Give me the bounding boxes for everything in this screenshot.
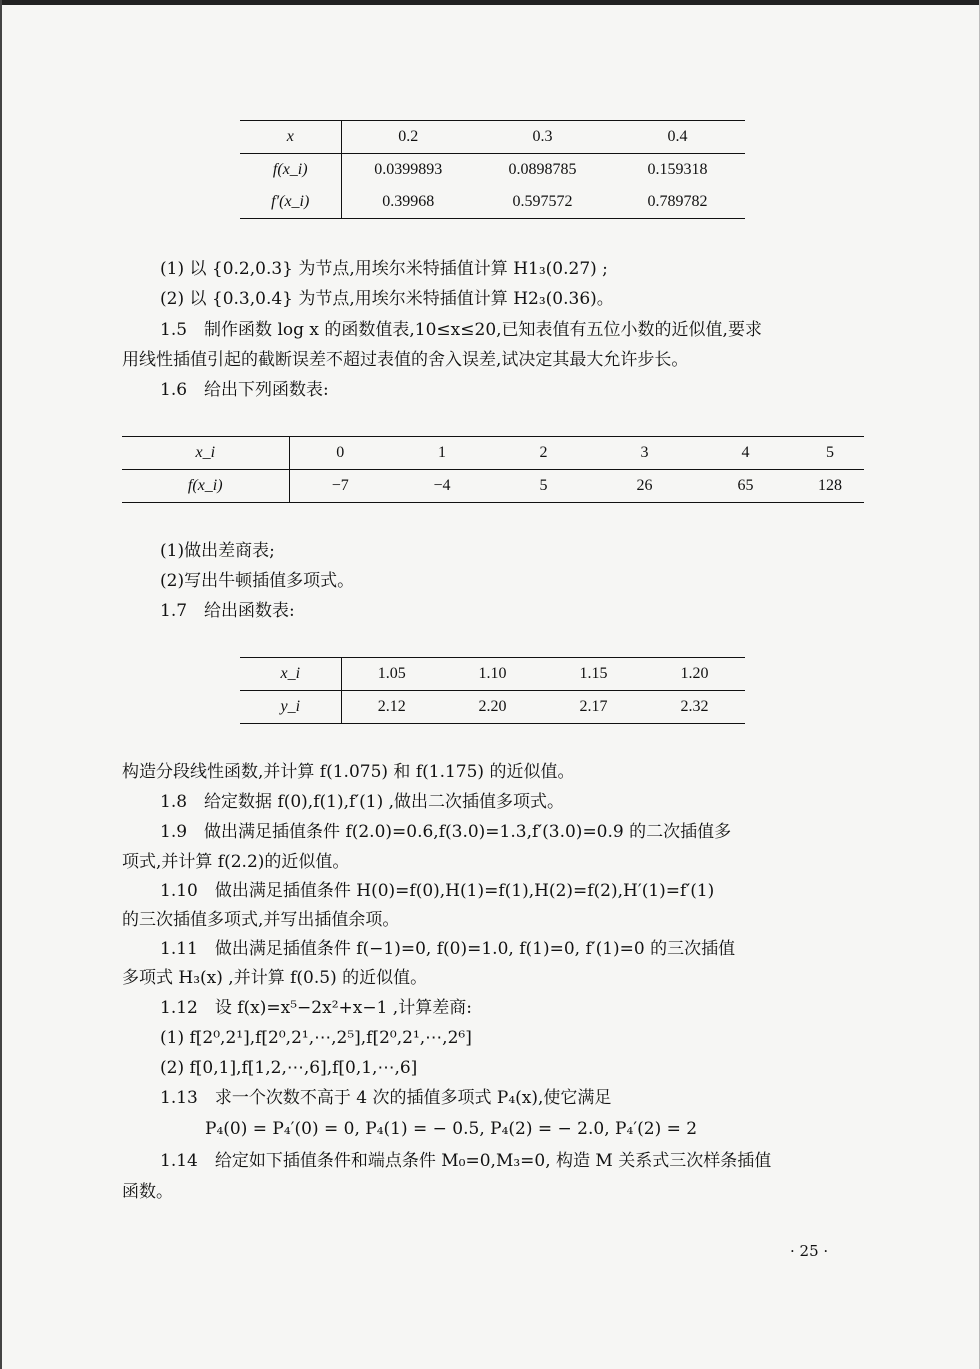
exercise-1-9: 1.9 做出满足插值条件 f(2.0)=0.6,f(3.0)=1.3,f′(3.0)=0.9 的二次插值多 — [160, 822, 732, 842]
table-header-cell: 1.10 — [442, 658, 543, 691]
text-line: 函数。 — [122, 1182, 173, 1202]
text-line: (2) f[0,1],f[1,2,⋯,6],f[0,1,⋯,6] — [160, 1058, 418, 1078]
exercise-1-6: 1.6 给出下列函数表: — [160, 380, 329, 400]
text-line: (1) f[2⁰,2¹],f[2⁰,2¹,⋯,2⁵],f[2⁰,2¹,⋯,2⁶] — [160, 1028, 472, 1048]
table-row — [240, 154, 745, 187]
table-header-cell: 3 — [594, 437, 695, 470]
table-row-label: y_i — [240, 691, 341, 724]
table-header-cell: 1 — [391, 437, 493, 470]
text-line: 的三次插值多项式,并写出插值余项。 — [122, 910, 400, 930]
table-header-cell: 1.20 — [644, 658, 745, 691]
top-border-rule — [0, 0, 980, 5]
table-cell: 2.17 — [543, 691, 644, 724]
table-cell: −4 — [391, 470, 493, 503]
table-cell: 128 — [796, 470, 864, 503]
table-row — [122, 470, 864, 503]
table-cell: 0.0399893 — [374, 161, 443, 178]
exercise-1-8: 1.8 给定数据 f(0),f(1),f′(1) ,做出二次插值多项式。 — [160, 792, 565, 812]
text-line: 构造分段线性函数,并计算 f(1.075) 和 f(1.175) 的近似值。 — [122, 762, 575, 782]
table-cell: 0.159318 — [647, 161, 708, 178]
table-header-cell: 1.15 — [543, 658, 644, 691]
table-row — [240, 691, 745, 724]
table-cell: 65 — [695, 470, 796, 503]
table-header-cell: 0.3 — [475, 121, 610, 154]
table-cell: 0.789782 — [610, 186, 745, 219]
piecewise-data-table — [240, 657, 745, 724]
table-header-cell: 0.2 — [341, 121, 475, 154]
table-cell: 0.597572 — [475, 186, 610, 219]
text-line: 项式,并计算 f(2.2)的近似值。 — [122, 852, 350, 872]
table-header-row — [240, 658, 745, 691]
exercise-1-13: 1.13 求一个次数不高于 4 次的插值多项式 P₄(x),使它满足 — [160, 1088, 612, 1108]
table-cell: 2.12 — [341, 691, 442, 724]
table-cell: 26 — [594, 470, 695, 503]
left-border-rule — [0, 0, 2, 1369]
table-header-cell: x_i — [240, 658, 341, 691]
exercise-1-7: 1.7 给出函数表: — [160, 601, 295, 621]
text-line: 用线性插值引起的截断误差不超过表值的舍入误差,试决定其最大允许步长。 — [122, 350, 689, 370]
exercise-1-12: 1.12 设 f(x)=x⁵−2x²+x−1 ,计算差商: — [160, 998, 472, 1018]
table-row — [240, 186, 745, 219]
function-value-table — [122, 436, 864, 503]
exercise-1-14: 1.14 给定如下插值条件和端点条件 M₀=0,M₃=0, 构造 M 关系式三次样条插值 — [160, 1151, 772, 1171]
hermite-data-table — [240, 120, 745, 219]
text-line: (2)写出牛顿插值多项式。 — [160, 571, 355, 591]
exercise-1-5: 1.5 制作函数 log x 的函数值表,10≤x≤20,已知表值有五位小数的近似值,要求 — [160, 320, 762, 340]
text-line: (1) 以 {0.2,0.3} 为节点,用埃尔米特插值计算 H1₃(0.27) ; — [160, 259, 608, 279]
table-header-cell: 0 — [289, 437, 391, 470]
table-cell: 0.39968 — [341, 186, 475, 219]
exercise-1-10: 1.10 做出满足插值条件 H(0)=f(0),H(1)=f(1),H(2)=f(2),H′(1)=f′(1) — [160, 881, 715, 901]
text-line: (1)做出差商表; — [160, 541, 275, 561]
table-header-cell: x — [240, 121, 341, 154]
text-line: (2) 以 {0.3,0.4} 为节点,用埃尔米特插值计算 H2₃(0.36)。 — [160, 289, 614, 309]
table-row-label: f′(x_i) — [240, 186, 341, 219]
equation-line: P₄(0) = P₄′(0) = 0, P₄(1) = − 0.5, P₄(2) = − 2.0, P₄′(2) = 2 — [205, 1119, 698, 1139]
table-cell: 2.32 — [644, 691, 745, 724]
table-header-cell: 1.05 — [341, 658, 442, 691]
table-row-label: f(x_i) — [122, 470, 289, 503]
table-cell: 5 — [493, 470, 594, 503]
exercise-1-11: 1.11 做出满足插值条件 f(−1)=0, f(0)=1.0, f(1)=0, f′(1)=0 的三次插值 — [160, 939, 736, 959]
table-header-cell: 2 — [493, 437, 594, 470]
table-header-cell: x_i — [122, 437, 289, 470]
table-row-label: f(x_i) — [240, 154, 341, 187]
table-header-cell: 0.4 — [610, 121, 745, 154]
table-header-cell: 5 — [796, 437, 864, 470]
text-line: 多项式 H₃(x) ,并计算 f(0.5) 的近似值。 — [122, 968, 428, 988]
page-number: · 25 · — [790, 1242, 829, 1260]
table-header-row — [122, 437, 864, 470]
table-header-cell: 4 — [695, 437, 796, 470]
table-cell: 2.20 — [442, 691, 543, 724]
table-cell: 0.0898785 — [508, 161, 577, 178]
table-header-row — [240, 121, 745, 154]
table-cell: −7 — [289, 470, 391, 503]
